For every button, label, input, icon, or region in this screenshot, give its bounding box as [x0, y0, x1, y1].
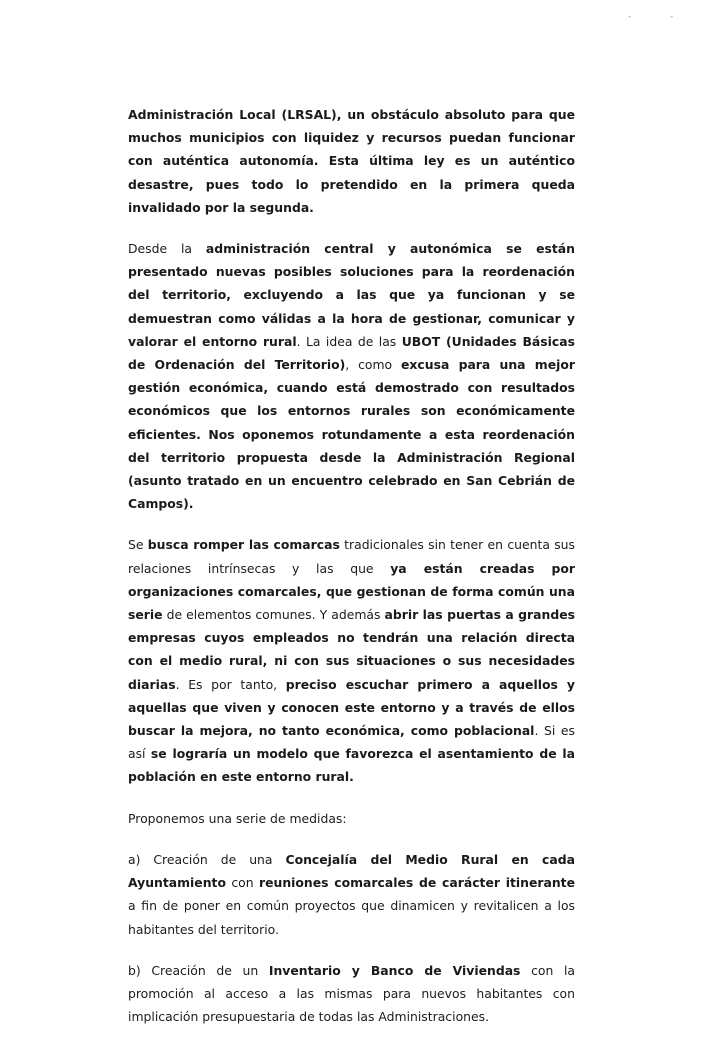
text-run: de elementos comunes. Y además	[162, 607, 385, 623]
bold-text-run: Administración Local (LRSAL), un obstáculo absoluto para que muchos municipios con liquidez y recursos puedan funcionar con auténtica autonomía. Esta última ley es un auténtico desastre, pues todo lo pretendido en la primera queda invalidado por la segunda.	[128, 107, 575, 215]
text-run: con	[225, 875, 259, 891]
paragraph-administracion	[128, 237, 575, 515]
text-run: con la promoción al acceso a las mismas para nuevos habitantes con implicación presupuestaria de todas las Administraciones.	[128, 962, 576, 1025]
bold-text-run: ya están creadas por organizaciones comarcales, que gestionan de forma común una serie	[128, 560, 575, 623]
bold-text-run: administración central y autonómica se están presentado nuevas posibles soluciones para la reordenación del territorio, excluyendo a las que ya funcionan y se demuestran como válidas a la hora de gestionar, comunicar y valorar el entorno rural	[128, 241, 575, 349]
bold-text-run: UBOT (Unidades Básicas de Ordenación del Territorio)	[128, 333, 575, 373]
text-run: . Si es así	[128, 723, 576, 762]
bold-text-run: Concejalía del Medio Rural en cada Ayuntamiento	[128, 851, 575, 891]
text-run: . La idea de las	[296, 333, 402, 349]
text-run: , como	[345, 357, 402, 373]
scan-mark-right: -	[670, 12, 674, 22]
text-run: . Es por tanto,	[175, 676, 286, 692]
document-body	[128, 103, 575, 1046]
text-run: b) Creación de un	[128, 962, 269, 978]
scan-marks	[620, 10, 680, 22]
paragraph-medida-b	[128, 959, 575, 1029]
bold-text-run: se lograría un modelo que favorezca el asentamiento de la población en este entorno rural.	[128, 746, 575, 785]
text-run: Desde la	[128, 241, 206, 257]
paragraph-medida-a	[128, 848, 575, 941]
text-run: a) Creación de una	[128, 851, 286, 867]
text-run: Proponemos una serie de medidas:	[128, 810, 347, 826]
paragraph-comarcas	[128, 533, 575, 788]
bold-text-run: Inventario y Banco de Viviendas	[268, 962, 521, 978]
bold-text-run: abrir las puertas a grandes empresas cuyos empleados no tendrán una relación directa con el medio rural, ni con sus situaciones o sus necesidades diarias	[128, 607, 575, 692]
paragraph-proponemos	[128, 807, 575, 830]
text-run: tradicionales sin tener en cuenta sus relaciones intrínsecas y las que	[128, 537, 575, 576]
paragraph-lrsal	[128, 103, 575, 219]
bold-text-run: reuniones comarcales de carácter itinerante	[259, 875, 575, 891]
scan-mark-left: -	[628, 12, 632, 22]
bold-text-run: busca romper las comarcas	[147, 537, 340, 553]
bold-text-run: excusa para una mejor gestión económica, cuando está demostrado con resultados económicos que los entornos rurales son económicamente eficientes. Nos oponemos rotundamente a esta reordenación del territorio propuesta desde la Administración Regional (asunto tratado en un encuentro celebrado en San Cebrián de Campos).	[128, 357, 575, 512]
text-run: Se	[128, 537, 148, 553]
bold-text-run: preciso escuchar primero a aquellos y aquellas que viven y conocen este entorno y a través de ellos buscar la mejora, no tanto económica, como poblacional	[128, 676, 575, 739]
text-run: a fin de poner en común proyectos que dinamicen y revitalicen a los habitantes del territorio.	[128, 898, 575, 937]
